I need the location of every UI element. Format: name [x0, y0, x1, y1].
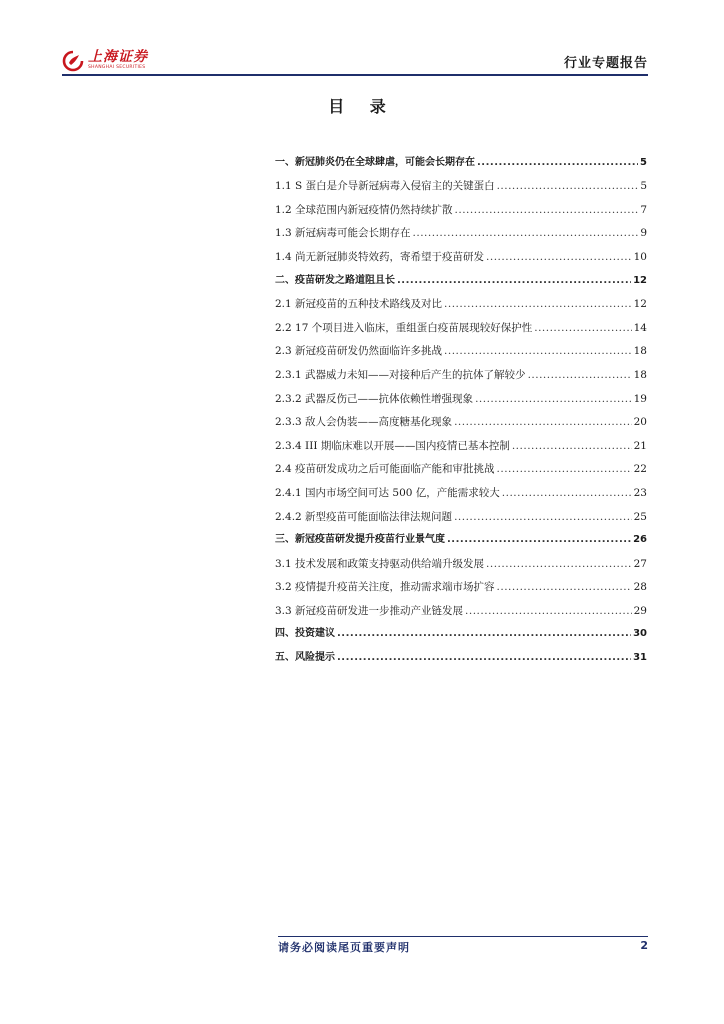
- toc-entry-page: 7: [640, 203, 647, 216]
- toc-entry-label: 3.1 技术发展和政策支持驱动供给端升级发展: [275, 557, 485, 570]
- toc-entry-page: 18: [633, 368, 647, 381]
- toc-entry[interactable]: [275, 618, 647, 642]
- toc-leader-dots: [497, 462, 632, 476]
- toc-entry-label: 1.3 新冠病毒可能会长期存在: [275, 227, 411, 240]
- toc-leader-dots: [497, 179, 639, 193]
- toc-entry[interactable]: [275, 547, 647, 571]
- company-logo: [62, 50, 148, 76]
- logo-english-text: SHANGHAI SECURITIES: [88, 65, 146, 70]
- toc-entry-label: 2.1 新冠疫苗的五种技术路线及对比: [275, 298, 443, 311]
- toc-entry[interactable]: [275, 500, 647, 524]
- toc-entry-label: 1.1 S 蛋白是介导新冠病毒入侵宿主的关键蛋白: [275, 180, 495, 193]
- toc-entry-label: 五、风险提示: [275, 652, 335, 664]
- toc-entry[interactable]: [275, 264, 647, 288]
- toc-entry[interactable]: [275, 641, 647, 665]
- toc-leader-dots: [397, 274, 631, 288]
- toc-entry-label: 四、投资建议: [275, 628, 335, 640]
- toc-leader-dots: [337, 627, 631, 641]
- toc-entry[interactable]: [275, 571, 647, 595]
- toc-entry[interactable]: [275, 429, 647, 453]
- toc-leader-dots: [337, 651, 631, 665]
- toc-leader-dots: [454, 415, 632, 429]
- toc-entry-label: 3.3 新冠疫苗研发进一步推动产业链发展: [275, 604, 464, 617]
- toc-leader-dots: [486, 557, 632, 571]
- footer-divider: [278, 936, 648, 937]
- toc-entry-page: 19: [633, 392, 647, 405]
- toc-entry-label: 2.2 17 个项目进入临床，重组蛋白疫苗展现较好保护性: [275, 321, 533, 334]
- toc-entry[interactable]: [275, 382, 647, 406]
- toc-entry-label: 2.3.4 III 期临床难以开展——国内疫情已基本控制: [275, 439, 510, 452]
- toc-entry-label: 2.4 疫苗研发成功之后可能面临产能和审批挑战: [275, 463, 495, 476]
- toc-leader-dots: [534, 321, 631, 335]
- toc-entry-label: 二、疫苗研发之路道阻且长: [275, 274, 395, 286]
- toc-entry-label: 一、新冠肺炎仍在全球肆虐，可能会长期存在: [275, 156, 475, 168]
- toc-leader-dots: [454, 510, 632, 524]
- toc-entry-page: 31: [633, 652, 647, 664]
- toc-leader-dots: [413, 226, 639, 240]
- toc-entry-page: 5: [640, 180, 647, 193]
- toc-entry[interactable]: [275, 358, 647, 382]
- report-type-label: 行业专题报告: [563, 56, 648, 71]
- toc-entry[interactable]: [275, 146, 647, 170]
- footer-disclaimer: 请务必阅读尾页重要声明: [278, 941, 410, 954]
- toc-leader-dots: [444, 297, 632, 311]
- toc-entry[interactable]: [275, 335, 647, 359]
- toc-entry[interactable]: [275, 311, 647, 335]
- toc-entry[interactable]: [275, 524, 647, 548]
- toc-entry[interactable]: [275, 170, 647, 194]
- toc-leader-dots: [455, 203, 639, 217]
- toc-entry[interactable]: [275, 288, 647, 312]
- toc-entry-label: 3.2 疫情提升疫苗关注度，推动需求端市场扩容: [275, 581, 495, 594]
- toc-entry[interactable]: [275, 476, 647, 500]
- page-number: 2: [640, 939, 648, 952]
- toc-entry-page: 14: [633, 321, 647, 334]
- toc-entry[interactable]: [275, 193, 647, 217]
- table-of-contents: [275, 146, 647, 665]
- logo-chinese-text: 上海证券: [88, 49, 148, 65]
- toc-entry-label: 2.4.1 国内市场空间可达 500 亿，产能需求较大: [275, 486, 500, 499]
- toc-leader-dots: [465, 604, 632, 618]
- toc-entry-label: 1.2 全球范围内新冠疫情仍然持续扩散: [275, 203, 453, 216]
- toc-entry-label: 2.3 新冠疫苗研发仍然面临许多挑战: [275, 345, 443, 358]
- toc-leader-dots: [475, 392, 632, 406]
- toc-entry-page: 29: [633, 604, 647, 617]
- logo-emblem-icon: [62, 50, 84, 72]
- toc-entry-page: 23: [633, 486, 647, 499]
- toc-leader-dots: [512, 439, 632, 453]
- toc-entry-page: 5: [640, 156, 647, 168]
- toc-entry-page: 12: [633, 298, 647, 311]
- toc-leader-dots: [477, 156, 638, 170]
- toc-entry-page: 26: [633, 534, 647, 546]
- toc-entry-page: 21: [633, 439, 647, 452]
- toc-leader-dots: [447, 533, 631, 547]
- toc-entry-page: 18: [633, 345, 647, 358]
- page-header: [62, 48, 648, 74]
- toc-entry-page: 12: [633, 274, 647, 286]
- toc-entry-label: 2.3.2 武器反伤己——抗体依赖性增强现象: [275, 392, 474, 405]
- toc-entry[interactable]: [275, 240, 647, 264]
- toc-entry[interactable]: [275, 594, 647, 618]
- toc-entry-page: 28: [633, 581, 647, 594]
- toc-leader-dots: [502, 486, 632, 500]
- toc-entry-page: 20: [633, 416, 647, 429]
- toc-entry-page: 9: [640, 227, 647, 240]
- toc-entry[interactable]: [275, 453, 647, 477]
- toc-entry-label: 2.3.3 敌人会伪装——高度糖基化现象: [275, 416, 453, 429]
- toc-entry-label: 2.4.2 新型疫苗可能面临法律法规问题: [275, 510, 453, 523]
- toc-title: 目 录: [328, 97, 396, 116]
- toc-entry[interactable]: [275, 406, 647, 430]
- header-divider: [62, 74, 648, 76]
- toc-leader-dots: [444, 344, 632, 358]
- toc-entry-label: 1.4 尚无新冠肺炎特效药，寄希望于疫苗研发: [275, 250, 485, 263]
- toc-entry[interactable]: [275, 217, 647, 241]
- toc-leader-dots: [486, 250, 632, 264]
- toc-leader-dots: [497, 580, 632, 594]
- toc-entry-page: 25: [633, 510, 647, 523]
- toc-entry-page: 30: [633, 628, 647, 640]
- toc-entry-page: 10: [633, 250, 647, 263]
- toc-entry-label: 三、新冠疫苗研发提升疫苗行业景气度: [275, 534, 445, 546]
- toc-entry-page: 22: [633, 463, 647, 476]
- toc-entry-label: 2.3.1 武器威力未知——对接种后产生的抗体了解较少: [275, 368, 526, 381]
- toc-entry-page: 27: [633, 557, 647, 570]
- toc-leader-dots: [528, 368, 632, 382]
